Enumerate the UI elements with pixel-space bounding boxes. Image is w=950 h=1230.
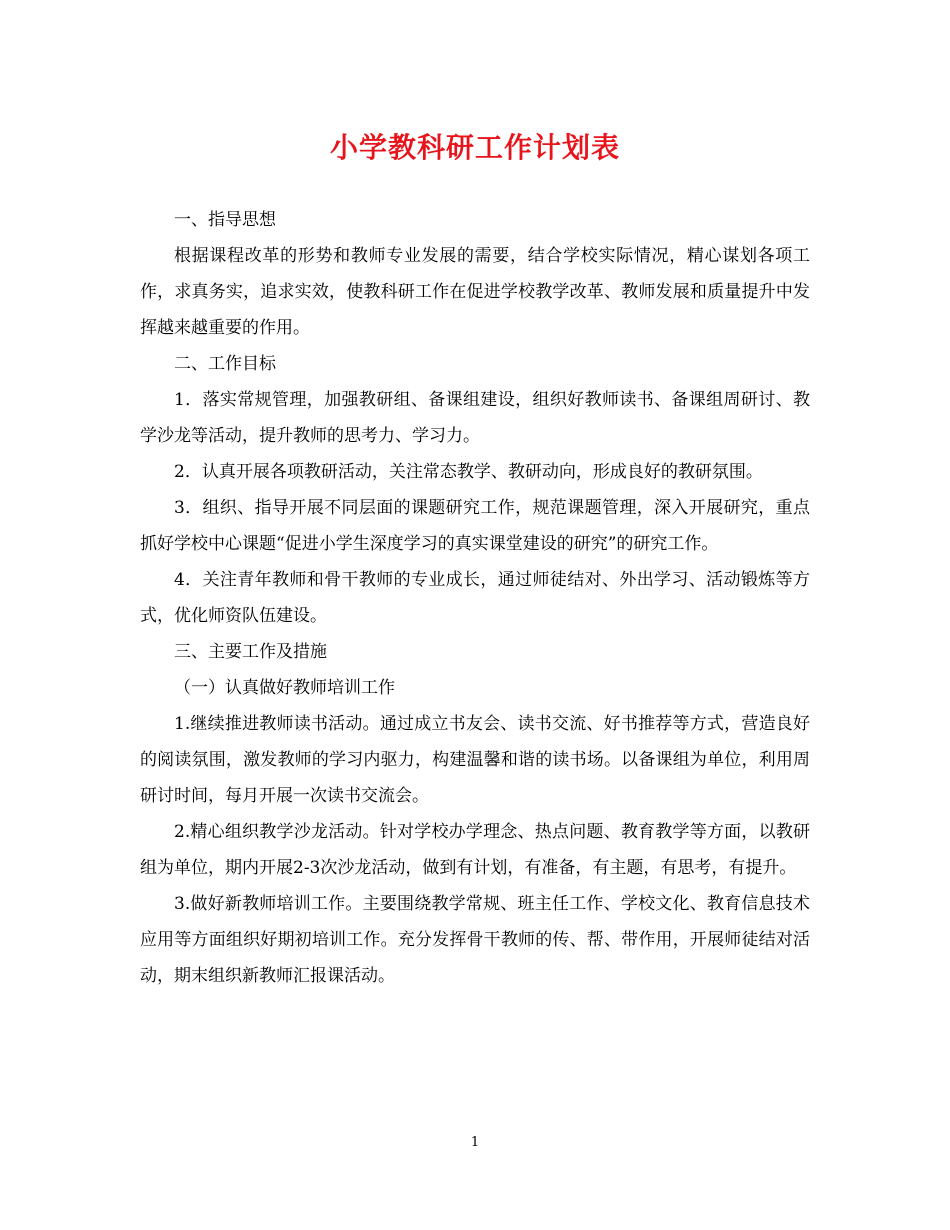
paragraph-measure-1: 1.继续推进教师读书活动。通过成立书友会、读书交流、好书推荐等方式，营造良好的阅读氛围，激发教师的学习内驱力，构建温馨和谐的读书场。以备课组为单位，利用周研讨时间，每月开展一次读书交流会。	[140, 714, 810, 806]
section-heading-work-goals: 二、工作目标	[174, 354, 276, 374]
subsection-heading-teacher-training: （一）认真做好教师培训工作	[174, 678, 395, 698]
document-body	[140, 202, 810, 994]
paragraph-goal-3: 3．组织、指导开展不同层面的课题研究工作，规范课题管理，深入开展研究，重点抓好学校中心课题“促进小学生深度学习的真实课堂建设的研究”的研究工作。	[140, 498, 810, 554]
paragraph-measure-3: 3.做好新教师培训工作。主要围绕教学常规、班主任工作、学校文化、教育信息技术应用等方面组织好期初培训工作。充分发挥骨干教师的传、帮、带作用，开展师徒结对活动，期末组织新教师汇报课活动。	[140, 894, 810, 986]
paragraph-guiding-thought: 根据课程改革的形势和教师专业发展的需要，结合学校实际情况，精心谋划各项工作，求真务实，追求实效，使教科研工作在促进学校教学改革、教师发展和质量提升中发挥越来越重要的作用。	[140, 246, 810, 338]
page-number: 1	[470, 1135, 480, 1150]
paragraph-measure-2: 2.精心组织教学沙龙活动。针对学校办学理念、热点问题、教育教学等方面，以教研组为单位，期内开展2-3次沙龙活动，做到有计划，有准备，有主题，有思考，有提升。	[140, 822, 810, 878]
paragraph-goal-1: 1．落实常规管理，加强教研组、备课组建设，组织好教师读书、备课组周研讨、教学沙龙等活动，提升教师的思考力、学习力。	[140, 390, 810, 446]
document-title: 小学教科研工作计划表	[329, 131, 620, 164]
paragraph-goal-2: 2．认真开展各项教研活动，关注常态教学、教研动向，形成良好的教研氛围。	[174, 462, 763, 482]
paragraph-goal-4: 4．关注青年教师和骨干教师的专业成长，通过师徒结对、外出学习、活动锻炼等方式，优化师资队伍建设。	[140, 570, 810, 626]
section-heading-main-work: 三、主要工作及措施	[174, 642, 327, 662]
section-heading-guiding-thought: 一、指导思想	[174, 210, 276, 230]
